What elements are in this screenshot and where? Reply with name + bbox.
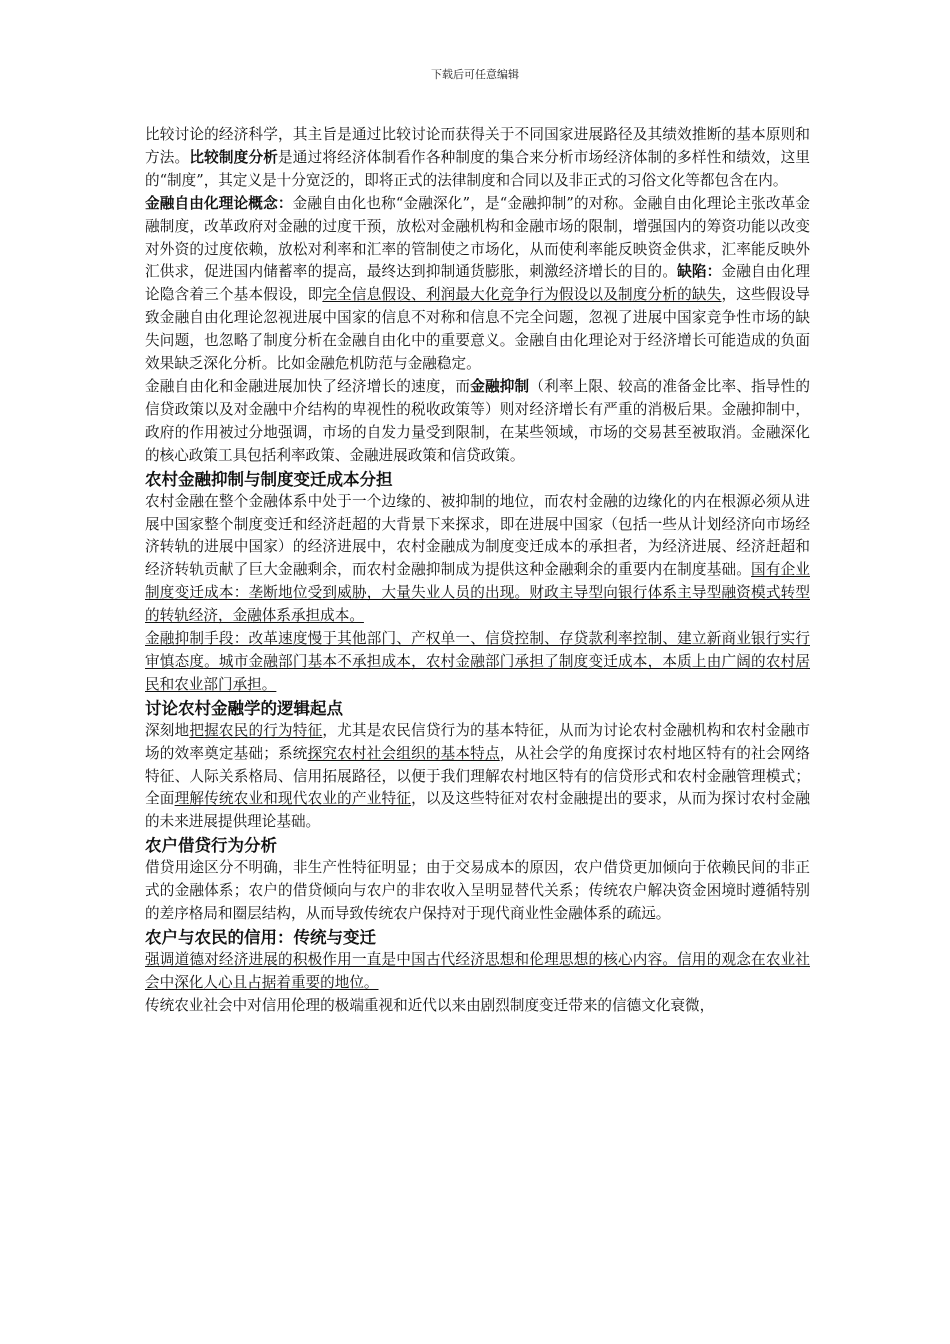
paragraph-financial-repression: 金融自由化和金融进展加快了经济增长的速度，而金融抑制（利率上限、较高的准备金比率、指导性的信贷政策以及对金融中介结构的卑视性的税收政策等）则对经济增长有严重的消极后果。金融抑制中，政府的作用被过分地强调，市场的自发力量受到限制，在某些领域，市场的交易甚至被取消。金融深化的核心政策工具包括利率政策、金融进展政策和信贷政策。 <box>145 377 810 464</box>
underlined-text: 把握农民的行为特征 <box>189 721 323 739</box>
underlined-text: 国有企业制度变迁成本：垄断地位受到威胁，大量失业人员的出现。财政主导型向银行体系主导型融资模式转型的转轨经济，金融体系承担成本。 <box>145 561 810 625</box>
paragraph-rural-repression: 农村金融在整个金融体系中处于一个边缘的、被抑制的地位，而农村金融的边缘化的内在根源必须从进展中国家整个制度变迁和经济赶超的大背景下来探求，即在进展中国家（包括一些从计划经济向市场经济转轨的进展中国家）的经济进展中，农村金融成为制度变迁成本的承担者，为经济进展、经济赶超和经济转轨贡献了巨大金融剩余，而农村金融抑制成为提供这种金融剩余的重要内在制度基础。国有企业制度变迁成本：垄断地位受到威胁，大量失业人员的出现。财政主导型向银行体系主导型融资模式转型的转轨经济，金融体系承担成本。 <box>145 492 810 625</box>
paragraph-repression-means <box>145 628 810 697</box>
section-heading: 农户与农民的信用：传统与变迁 <box>145 928 376 947</box>
document-body <box>145 124 810 1018</box>
underlined-text: 理解传统农业和现代农业的产业特征 <box>174 790 412 808</box>
bold-term: 金融自由化理论概念： <box>145 194 293 212</box>
paragraph-borrowing-behavior: 借贷用途区分不明确，非生产性特征明显；由于交易成本的原因，农户借贷更加倾向于依赖民间的非正式的金融体系；农户的借贷倾向与农户的非农收入呈明显替代关系；传统农户解决资金困境时遵循特别的差序格局和圈层结构，从而导致传统农户保持对于现代商业性金融体系的疏远。 <box>145 859 810 923</box>
underlined-text: 完全信息假设、利润最大化竞争行为假设以及制度分析的缺失 <box>322 286 722 304</box>
paragraph-credit-tradition: 传统农业社会中对信用伦理的极端重视和近代以来由剧烈制度变迁带来的信德文化衰微， <box>145 996 715 1014</box>
page-header: 下载后可任意编辑 <box>431 68 519 81</box>
bold-term: 比较制度分析 <box>189 148 279 166</box>
paragraph-comparative-analysis: 比较讨论的经济科学，其主旨是通过比较讨论而获得关于不同国家进展路径及其绩效推断的基本原则和方法。比较制度分析是通过将经济体制看作各种制度的集合来分析市场经济体制的多样性和绩效，这里的“制度”，其定义是十分宽泛的，即将正式的法律制度和合同以及非正式的习俗文化等都包含在内。 <box>145 126 810 189</box>
bold-term: 金融抑制 <box>470 377 530 395</box>
section-heading: 农户借贷行为分析 <box>145 836 277 856</box>
underlined-text: 金融抑制手段：改革速度慢于其他部门、产权单一、信贷控制、存贷款利率控制、建立新商业银行实行审慎态度。城市金融部门基本不承担成本，农村金融部门承担了制度变迁成本，本质上由广阔的农村居民和农业部门承担。 <box>145 630 810 693</box>
underlined-text: 强调道德对经济进展的积极作用一直是中国古代经济思想和伦理思想的核心内容。信用的观念在农业社会中深化人心且占据着重要的地位。 <box>145 951 810 991</box>
section-heading: 农村金融抑制与制度变迁成本分担 <box>145 469 393 489</box>
paragraph-logical-start: 深刻地把握农民的行为特征，尤其是农民信贷行为的基本特征，从而为讨论农村金融机构和农村金融市场的效率奠定基础；系统探究农村社会组织的基本特点，从社会学的角度探讨农村地区特有的社会网络特征、人际关系格局、信用拓展路径，以便于我们理解农村地区特有的信贷形式和农村金融管理模式；全面理解传统农业和现代农业的产业特征，以及这些特征对农村金融提出的要求，从而为探讨农村金融的未来进展提供理论基础。 <box>145 721 810 831</box>
paragraph-credit-morality <box>145 949 810 995</box>
section-heading: 讨论农村金融学的逻辑起点 <box>145 698 343 718</box>
paragraph-financial-liberalization: 金融自由化理论概念：金融自由化也称“金融深化”，是“金融抑制”的对称。金融自由化理论主张改革金融制度，改革政府对金融的过度干预，放松对金融机构和金融市场的限制，增强国内的筹资功能以改变对外资的过度依赖，放松对利率和汇率的管制使之市场化，从而使利率能反映资金供求，汇率能反映外汇供求，促进国内储蓄率的提高，最终达到抑制通货膨胀，刺激经济增长的目的。缺陷：金融自由化理论隐含着三个基本假设，即完全信息假设、利润最大化竞争行为假设以及制度分析的缺失，这些假设导致金融自由化理论忽视进展中国家的信息不对称和信息不完全问题，忽视了进展中国家竞争性市场的缺失问题，也忽略了制度分析在金融自由化中的重要意义。金融自由化理论对于经济增长可能造成的负面效果缺乏深化分析。比如金融危机防范与金融稳定。 <box>145 194 810 373</box>
bold-term: 缺陷： <box>677 263 722 281</box>
underlined-text: 探究农村社会组织的基本特点 <box>307 744 500 762</box>
